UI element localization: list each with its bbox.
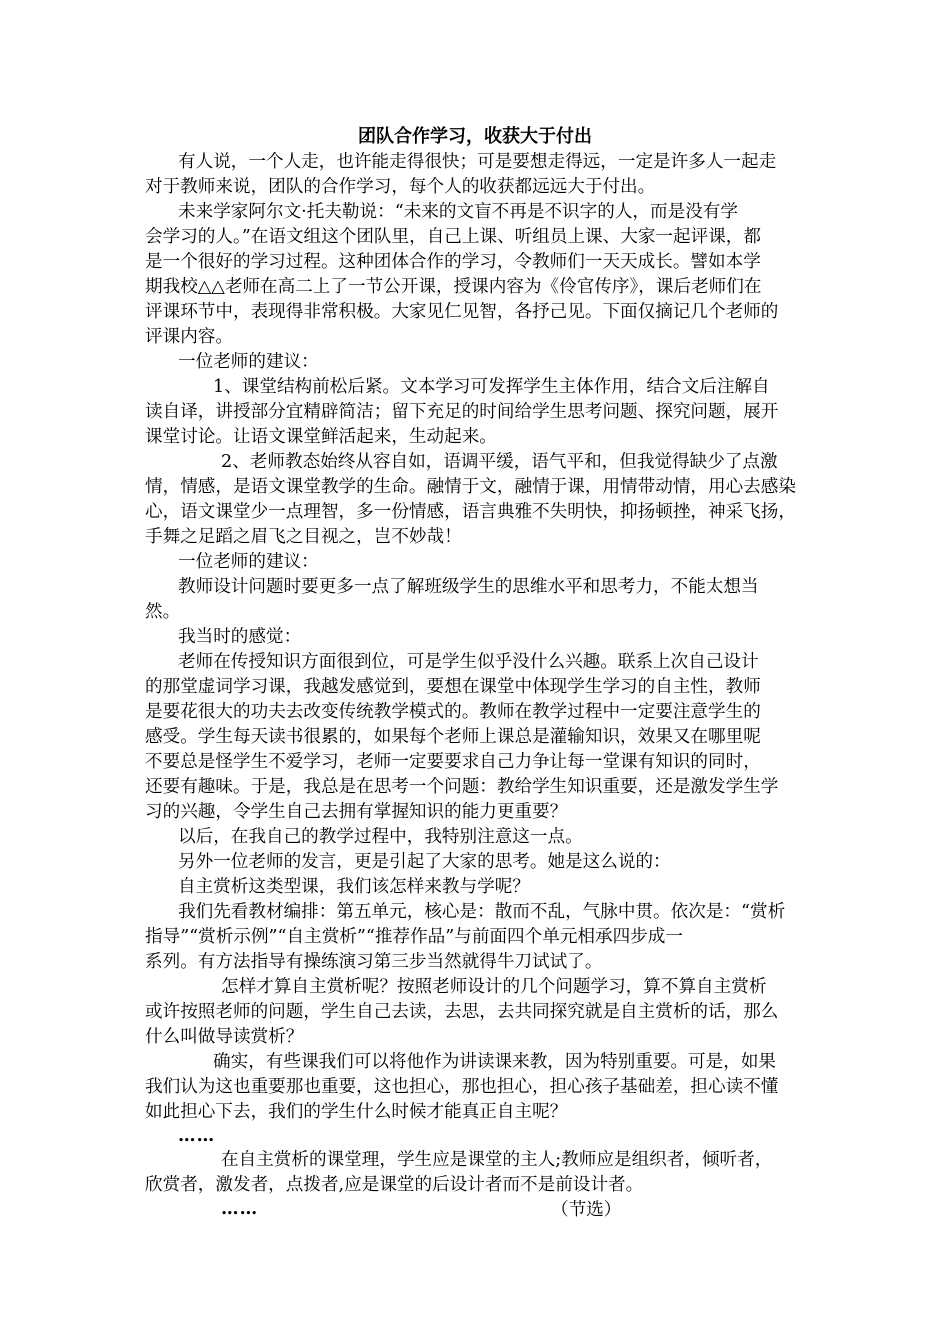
excerpt-note: （节选） bbox=[551, 1200, 622, 1220]
text-line: 另外一位老师的发言，更是引起了大家的思考。她是这么说的： bbox=[178, 852, 671, 872]
text-line: 不要总是怪学生不爱学习，老师一定要要求自己力争让每一堂课有知识的同时， bbox=[145, 752, 761, 772]
ellipsis: …… bbox=[178, 1125, 216, 1146]
text-line: 一位老师的建议： bbox=[178, 552, 319, 572]
text-line: 未来学家阿尔文·托夫勒说：“未来的文盲不再是不识字的人，而是没有学 bbox=[178, 202, 738, 222]
text-line: 是一个很好的学习过程。这种团体合作的学习，令教师们一天天成长。譬如本学 bbox=[145, 252, 761, 272]
text-line: 指导”“赏析示例”“自主赏析”“推荐作品”与前面四个单元相承四步成一 bbox=[145, 927, 683, 947]
text-line: 然。 bbox=[145, 602, 181, 622]
text-line: 欣赏者，激发者，点拨者,应是课堂的后设计者而不是前设计者。 bbox=[145, 1175, 644, 1195]
text-line: 心，语文课堂少一点理智，多一份情感，语言典雅不失明快，抑扬顿挫，神采飞扬， bbox=[145, 502, 796, 522]
text-line: 有人说，一个人走，也许能走得很快；可是要想走得远，一定是许多人一起走 bbox=[178, 152, 777, 172]
document-title: 团队合作学习，收获大于付出 bbox=[358, 126, 592, 147]
text-line: 期我校△△老师在高二上了一节公开课，授课内容为《伶官传序》，课后老师们在 bbox=[145, 277, 762, 297]
text-line: 评课环节中，表现得非常积极。大家见仁见智，各抒己见。下面仅摘记几个老师的 bbox=[145, 302, 779, 322]
text-line: 课堂讨论。让语文课堂鲜活起来，生动起来。 bbox=[145, 427, 497, 447]
text-line: 教师设计问题时要更多一点了解班级学生的思维水平和思考力，不能太想当 bbox=[178, 577, 759, 597]
text-line: 评课内容。 bbox=[145, 327, 233, 347]
text-line: 还要有趣味。于是，我总是在思考一个问题：教给学生知识重要，还是激发学生学 bbox=[145, 777, 779, 797]
text-line: 2、老师教态始终从容自如，语调平缓，语气平和，但我觉得缺少了点激 bbox=[221, 452, 778, 472]
text-line: 对于教师来说，团队的合作学习，每个人的收获都远远大于付出。 bbox=[145, 177, 656, 197]
text-line: 老师在传授知识方面很到位，可是学生似乎没什么兴趣。联系上次自己设计 bbox=[178, 652, 759, 672]
text-line: 情，情感，是语文课堂教学的生命。融情于文，融情于课，用情带动情，用心去感染 bbox=[145, 477, 796, 497]
ellipsis: …… bbox=[221, 1198, 259, 1219]
text-line: 怎样才算自主赏析呢？按照老师设计的几个问题学习，算不算自主赏析 bbox=[221, 977, 767, 997]
text-line: 自主赏析这类型课，我们该怎样来教与学呢？ bbox=[178, 877, 530, 897]
text-line: 如此担心下去，我们的学生什么时候才能真正自主呢？ bbox=[145, 1102, 568, 1122]
text-line: 手舞之足蹈之眉飞之目视之，岂不妙哉！ bbox=[145, 527, 462, 547]
text-line: 1、课堂结构前松后紧。文本学习可发挥学生主体作用，结合文后注解自 bbox=[213, 377, 770, 397]
text-line: 我当时的感觉： bbox=[178, 627, 302, 647]
text-line: 感受。学生每天读书很累的，如果每个老师上课总是灌输知识，效果又在哪里呢 bbox=[145, 727, 761, 747]
text-line: 是要花很大的功夫去改变传统教学模式的。教师在教学过程中一定要注意学生的 bbox=[145, 702, 761, 722]
text-line: 一位老师的建议： bbox=[178, 352, 319, 372]
text-line: 会学习的人。”在语文组这个团队里，自己上课、听组员上课、大家一起评课，都 bbox=[145, 227, 761, 247]
text-line: 或许按照老师的问题，学生自己去读，去思，去共同探究就是自主赏析的话，那么 bbox=[145, 1002, 779, 1022]
text-line: 确实，有些课我们可以将他作为讲读课来教，因为特别重要。可是，如果 bbox=[213, 1052, 777, 1072]
text-line: 在自主赏析的课堂理，学生应是课堂的主人;教师应是组织者，倾听者， bbox=[221, 1150, 773, 1170]
text-line: 习的兴趣，令学生自己去拥有掌握知识的能力更重要？ bbox=[145, 802, 568, 822]
text-line: 我们认为这也重要那也重要，这也担心，那也担心，担心孩子基础差，担心读不懂 bbox=[145, 1077, 779, 1097]
text-line: 读自译，讲授部分宜精辟简洁；留下充足的时间给学生思考问题、探究问题，展开 bbox=[145, 402, 779, 422]
text-line: 以后，在我自己的教学过程中，我特别注意这一点。 bbox=[178, 827, 583, 847]
text-line: 的那堂虚词学习课，我越发感觉到，要想在课堂中体现学生学习的自主性，教师 bbox=[145, 677, 761, 697]
text-line: 什么叫做导读赏析？ bbox=[145, 1027, 304, 1047]
text-line: 系列。有方法指导有操练演习第三步当然就得牛刀试试了。 bbox=[145, 952, 603, 972]
text-line: 我们先看教材编排：第五单元，核心是：散而不乱，气脉中贯。依次是：“赏析 bbox=[178, 902, 786, 922]
